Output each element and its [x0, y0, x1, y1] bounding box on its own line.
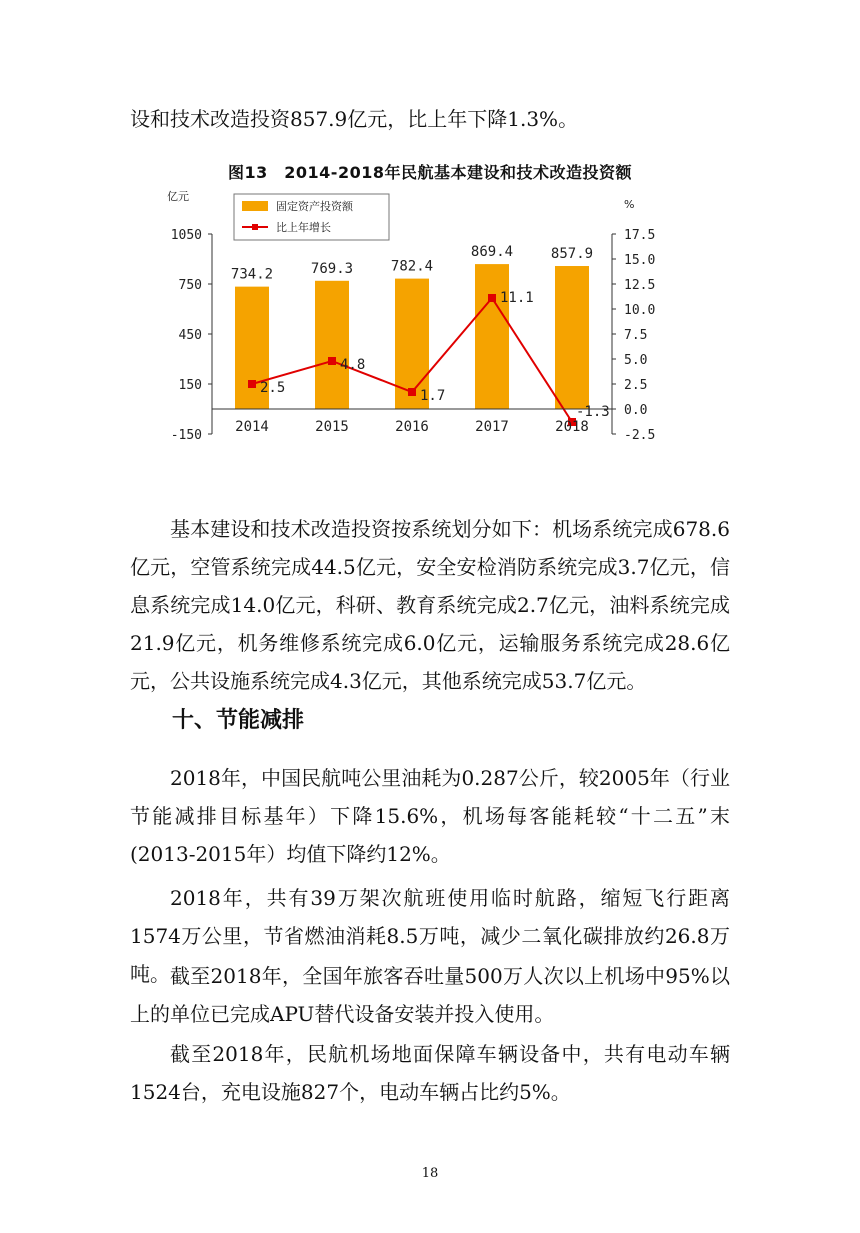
left-tick-label: -150 [170, 428, 202, 443]
figure-title: 图13 2014-2018年民航基本建设和技术改造投资额 [228, 163, 632, 182]
bar-label-2017: 869.4 [470, 244, 514, 261]
legend-label-line: 比上年增长 [276, 221, 331, 234]
right-tick-label: 0.0 [624, 403, 648, 418]
growth-label-2018: -1.3 [576, 404, 610, 420]
growth-label-2015: 4.8 [340, 357, 366, 373]
growth-point-2015 [328, 357, 336, 365]
right-axis-unit: % [624, 198, 635, 211]
right-tick-label: 7.5 [624, 328, 648, 343]
paragraph-energy-4: 截至2018年，民航机场地面保障车辆设备中，共有电动车辆1524台，充电设施827个，电动车辆占比约5%。 [130, 1042, 730, 1104]
bar-label-2015: 769.3 [310, 260, 354, 277]
bar-2015 [315, 281, 349, 409]
left-tick-label: 750 [178, 278, 202, 293]
left-tick-label: 150 [178, 378, 202, 393]
right-tick-label: 17.5 [624, 228, 656, 243]
category-label-2016: 2016 [395, 419, 429, 435]
right-tick-label: 10.0 [624, 303, 656, 318]
category-label-2017: 2017 [475, 419, 509, 435]
bar-label-2016: 782.4 [390, 258, 434, 275]
right-tick-label: 2.5 [624, 378, 648, 393]
left-tick-label: 450 [178, 328, 202, 343]
growth-point-2016 [408, 388, 416, 396]
paragraph-system-breakdown: 基本建设和技术改造投资按系统划分如下：机场系统完成678.6亿元，空管系统完成44.5亿元，安全安检消防系统完成3.7亿元，信息系统完成14.0亿元，科研、教育系统完成2.7亿元，油料系统完成21.9亿元，机务维修系统完成6.0亿元，运输服务系统完成28.6亿元，公共设施系统完成4.3亿元，其他系统完成53.7亿元。 [130, 517, 730, 693]
growth-label-2014: 2.5 [260, 380, 286, 396]
growth-point-2014 [248, 380, 256, 388]
right-tick-label: 12.5 [624, 278, 656, 293]
category-label-2018: 2018 [555, 419, 589, 435]
legend-swatch-bar [242, 201, 268, 211]
bar-label-2014: 734.2 [230, 266, 274, 283]
paragraph-energy-3: 截至2018年，全国年旅客吞吐量500万人次以上机场中95%以上的单位已完成APU替代设备安装并投入使用。 [130, 964, 730, 1026]
page-number: 18 [421, 1166, 439, 1181]
left-tick-label: 1050 [170, 228, 202, 243]
section-heading: 十、节能减排 [172, 708, 305, 733]
paragraph-energy-2: 2018年，共有39万架次航班使用临时航路，缩短飞行距离1574万公里，节省燃油消耗8.5万吨，减少二氧化碳排放约26.8万吨。 [130, 886, 730, 986]
right-tick-label: -2.5 [624, 428, 656, 443]
left-axis-unit: 亿元 [167, 190, 189, 203]
category-label-2014: 2014 [235, 419, 269, 435]
growth-label-2016: 1.7 [420, 388, 446, 404]
right-tick-label: 5.0 [624, 353, 648, 368]
paragraph-top: 设和技术改造投资857.9亿元，比上年下降1.3%。 [130, 107, 579, 131]
bar-2018 [555, 266, 589, 409]
bar-2017 [475, 264, 509, 409]
bar-label-2018: 857.9 [550, 246, 594, 263]
legend-swatch-marker [252, 224, 258, 230]
paragraph-energy-1: 2018年，中国民航吨公里油耗为0.287公斤，较2005年（行业节能减排目标基年）下降15.6%，机场每客能耗较“十二五”末(2013-2015年）均值下降约12%。 [130, 766, 730, 866]
right-tick-label: 15.0 [624, 253, 656, 268]
legend-label-bar: 固定资产投资额 [276, 200, 353, 213]
category-label-2015: 2015 [315, 419, 349, 435]
growth-label-2017: 11.1 [500, 290, 534, 306]
growth-point-2017 [488, 294, 496, 302]
investment-chart [150, 186, 690, 456]
